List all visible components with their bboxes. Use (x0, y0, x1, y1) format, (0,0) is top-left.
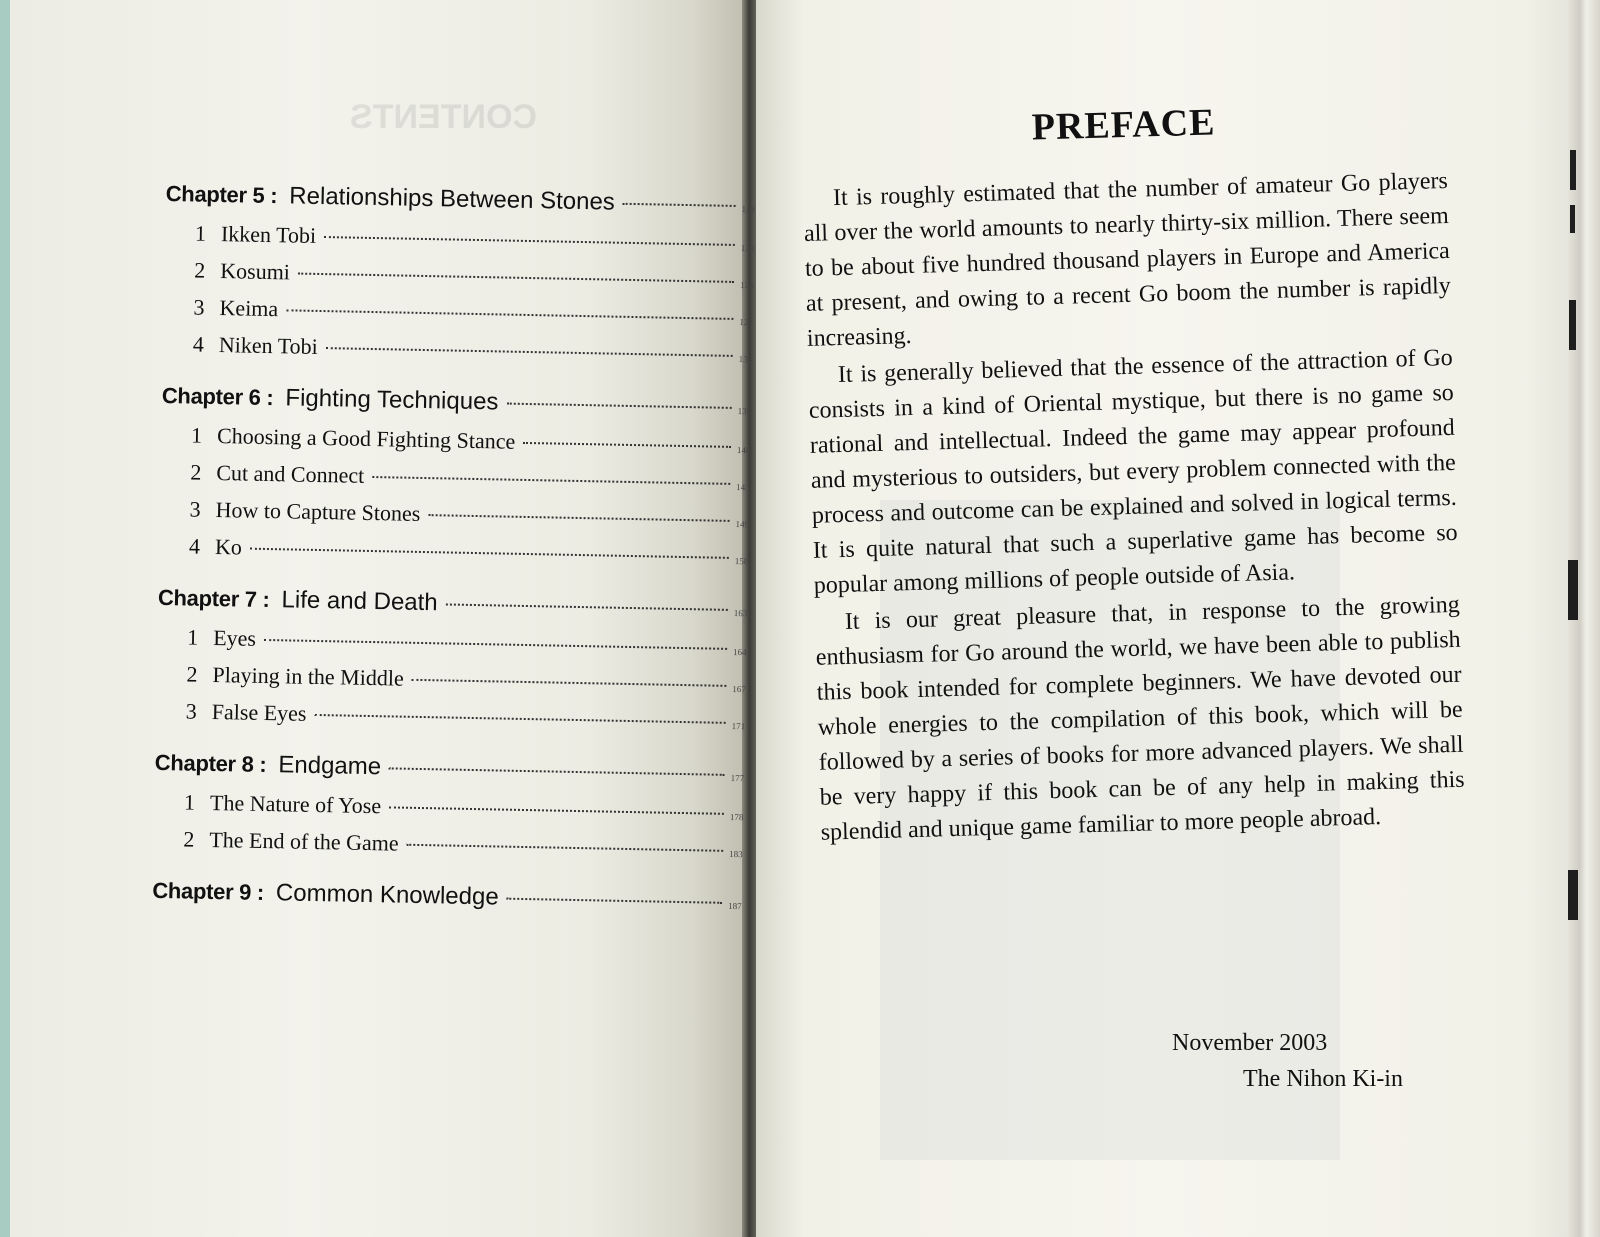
page-number: 183 (729, 848, 743, 860)
chapter-number: Chapter 8 : (154, 749, 267, 778)
item-number: 4 (192, 331, 205, 357)
edge-mark (1570, 150, 1576, 190)
preface-paragraph: It is our great pleasure that, in response to the growing enthusiasm for Go around the world, we have been able to publish this book intended for complete beginners. We have devoted our whole energies to the compilation of this book, which will be followed by a series of books for more advanced players. We shall be very happy if this book can be of any help in making this splendid and unique game familiar to more people abroad. (815, 591, 1465, 846)
page-number: 127 (739, 317, 753, 328)
page-number: 149 (735, 518, 750, 530)
chapter-number: Chapter 7 : (157, 584, 270, 613)
chapter-title: Fighting Techniques (285, 384, 499, 416)
dot-leader (407, 844, 724, 852)
chapter-title: Life and Death (281, 586, 438, 617)
item-number: 1 (186, 624, 199, 650)
dot-leader (324, 236, 735, 246)
chapter-number: Chapter 5 : (165, 180, 278, 209)
preface-date: November 2003 (1172, 1030, 1328, 1056)
preface-paragraph: It is generally believed that the essence of the attraction of Go consists in a kind of Oriental mystique, but there is no game so rational and intellectual. Indeed the game may appear profound and mysterious to outsiders, but every problem connected with the process and outcome can be explained and solved in logical terms. It is quite natural that such a superlative game has become so popular among millions of people outside of Asia. (808, 344, 1458, 599)
item-title: The Nature of Yose (209, 789, 382, 819)
dot-leader (623, 203, 736, 207)
edge-mark (1570, 205, 1575, 233)
dot-leader (264, 639, 727, 650)
chapter-title: Common Knowledge (275, 879, 499, 911)
item-number: 3 (185, 698, 198, 724)
page-number: 119 (741, 204, 755, 215)
dot-leader (372, 476, 730, 485)
preface-signature: The Nihon Ki-in (1243, 1066, 1403, 1092)
item-title: False Eyes (211, 698, 307, 726)
chapter-number: Chapter 6 : (161, 382, 274, 411)
page-number: 171 (731, 720, 746, 732)
page-number: 120 (740, 243, 755, 254)
item-title: Keima (219, 295, 279, 322)
dot-leader (314, 714, 725, 724)
chapter-title: Endgame (278, 751, 382, 781)
preface-title: PREFACE (1031, 101, 1216, 149)
chapter-title: Relationships Between Stones (289, 182, 616, 216)
edge-mark (1568, 560, 1578, 620)
dot-leader (250, 548, 729, 559)
item-title: How to Capture Stones (215, 497, 421, 526)
page-number: 143 (736, 482, 750, 493)
dot-leader (428, 514, 729, 522)
page-number: 123 (739, 280, 754, 291)
item-number: 3 (189, 496, 201, 522)
dot-leader (298, 273, 734, 283)
dot-leader (389, 806, 724, 814)
dot-leader (507, 898, 723, 904)
page-edges (1566, 0, 1600, 1237)
dot-leader (446, 603, 728, 610)
page-number: 167 (732, 683, 746, 695)
item-title: Ikken Tobi (220, 221, 317, 248)
item-number: 2 (186, 661, 198, 687)
page-number: 133 (738, 354, 753, 365)
dot-leader (389, 767, 725, 775)
page-number: 187 (728, 900, 742, 912)
dot-leader (286, 309, 733, 320)
item-title: Choosing a Good Fighting Stance (216, 423, 516, 454)
item-title: Eyes (212, 624, 257, 651)
item-title: Playing in the Middle (212, 661, 404, 691)
chapter-number: Chapter 9 : (152, 877, 265, 906)
preface-paragraph: It is roughly estimated that the number of amateur Go players all over the world amounts to nearly thirty-six million. There seem to be about five hundred thousand players in Europe and America at present, and owing to a recent Go boom the number is rapidly increasing. (803, 167, 1452, 352)
item-title: Niken Tobi (218, 332, 318, 359)
item-title: Kosumi (220, 258, 291, 285)
item-title: The End of the Game (209, 826, 399, 856)
edge-mark (1568, 870, 1578, 920)
item-title: Cut and Connect (216, 460, 365, 488)
dot-leader (326, 347, 733, 357)
dot-leader (506, 403, 731, 409)
item-title: Ko (214, 534, 243, 560)
show-through-text: CONTENTS (350, 98, 537, 136)
page-number: 140 (736, 445, 751, 456)
item-number: 2 (190, 459, 202, 485)
preface (800, 72, 1466, 853)
item-number: 1 (194, 220, 207, 246)
page-number: 163 (733, 607, 748, 619)
page-number: 139 (737, 406, 752, 417)
item-number: 4 (188, 533, 201, 559)
item-number: 2 (194, 257, 206, 283)
item-number: 2 (183, 826, 195, 852)
table-of-contents (152, 180, 756, 928)
item-number: 1 (183, 789, 196, 815)
dot-leader (412, 679, 727, 687)
item-number: 3 (193, 294, 205, 320)
edge-mark (1569, 300, 1576, 350)
dot-leader (523, 442, 731, 448)
page-number: 178 (729, 811, 744, 823)
item-number: 1 (190, 422, 203, 448)
page-number: 164 (732, 646, 747, 658)
page-number: 177 (730, 772, 745, 784)
page-number: 158 (734, 555, 749, 567)
